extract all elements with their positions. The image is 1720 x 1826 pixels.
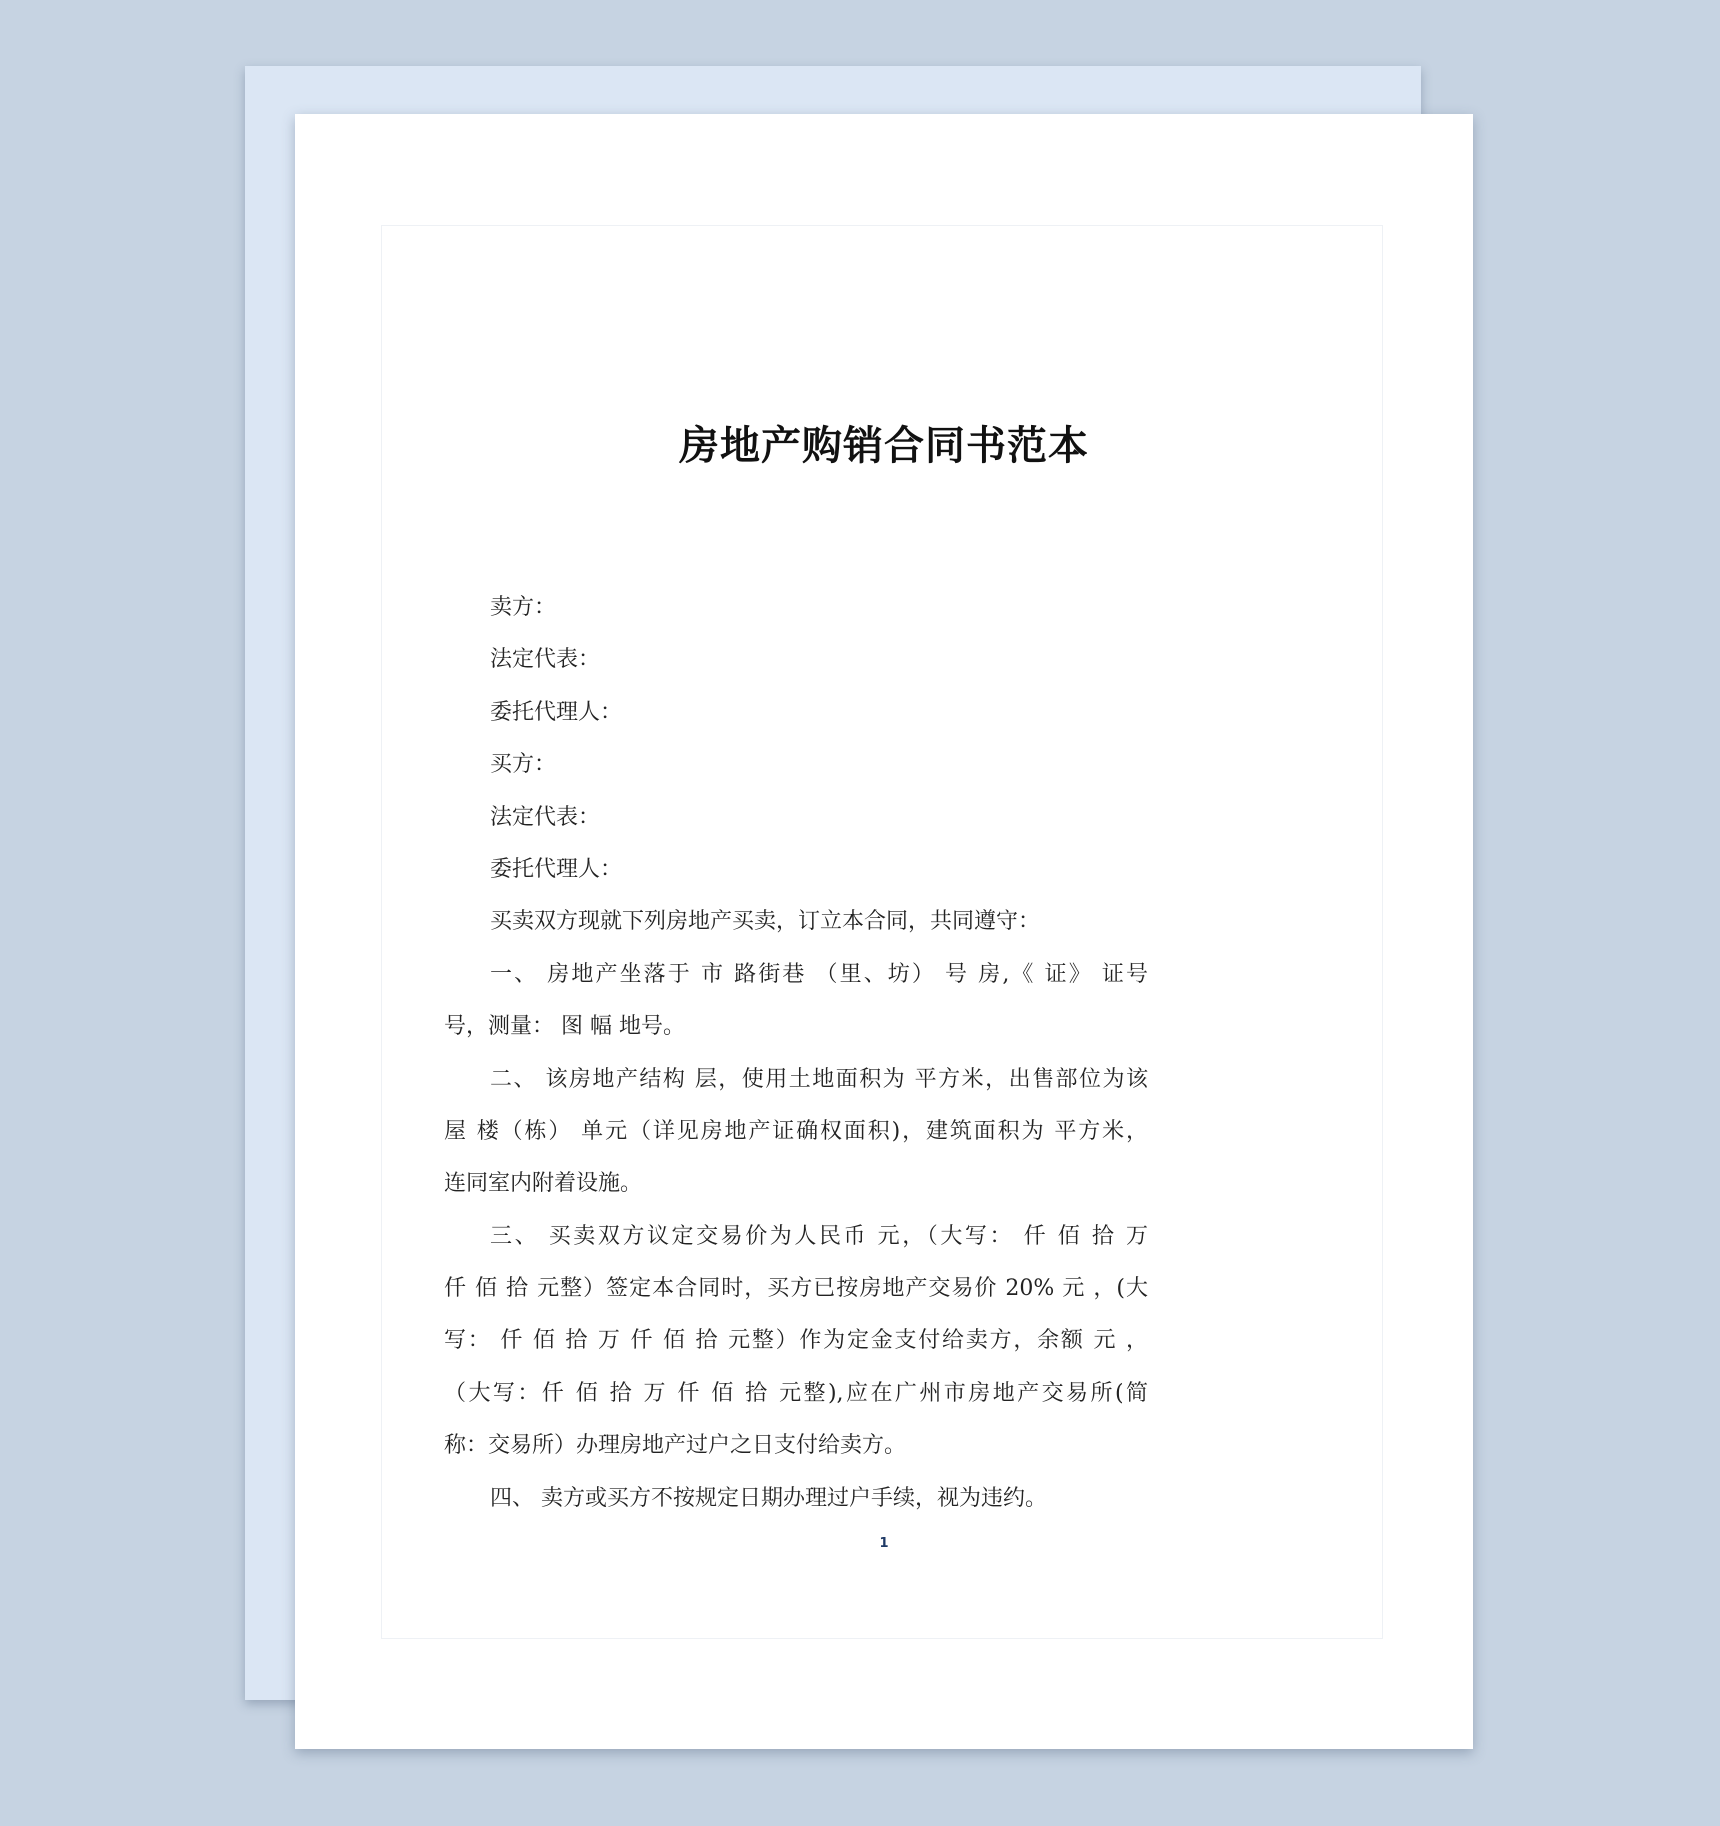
clause-4: [444, 1473, 1148, 1525]
clause-line: （大写：仟 佰 拾 万 仟 佰 拾 元整),应在广州市房地产交易所(简: [444, 1380, 1148, 1406]
clause-line: 连同室内附着设施。: [444, 1171, 643, 1197]
clause-line: 称：交易所）办理房地产过户之日支付给卖方。: [444, 1433, 907, 1459]
document-page: [295, 114, 1473, 1749]
clause-line: 屋 楼（栋） 单元（详见房地产证确权面积)，建筑面积为 平方米，: [444, 1118, 1148, 1144]
clause-1: [444, 949, 1148, 1054]
clause-line: 三、 买卖双方议定交易价为人民币 元，（大写： 仟 佰 拾 万: [490, 1223, 1148, 1249]
clause-line: 写： 仟 佰 拾 万 仟 佰 拾 元整）作为定金支付给卖方，余额 元 ，: [444, 1328, 1148, 1354]
party-buyer: 买方：: [490, 752, 557, 778]
party-buyer-agent: 委托代理人：: [490, 856, 623, 882]
clause-3: [444, 1211, 1148, 1473]
clause-line: 一、 房地产坐落于 市 路街巷 （里、坊） 号 房,《 证》 证号: [490, 961, 1148, 987]
clause-2: [444, 1054, 1148, 1211]
clause-line: 仟 佰 拾 元整）签定本合同时，买方已按房地产交易价 20% 元 ，(大: [444, 1276, 1148, 1302]
clause-line: 二、 该房地产结构 层，使用土地面积为 平方米，出售部位为该: [490, 1066, 1148, 1092]
intro-paragraph: 买卖双方现就下列房地产买卖，订立本合同，共同遵守：: [490, 909, 1041, 935]
party-seller: 卖方：: [490, 595, 557, 620]
party-seller-rep: 法定代表：: [490, 647, 601, 673]
party-buyer-rep: 法定代表：: [490, 804, 601, 830]
clause-line: 四、 卖方或买方不按规定日期办理过户手续，视为违约。: [490, 1485, 1047, 1511]
page-number: 1: [879, 1536, 889, 1551]
clause-line: 号，测量： 图 幅 地号。: [444, 1014, 685, 1040]
party-seller-agent: 委托代理人：: [490, 699, 623, 725]
document-body: [444, 582, 1148, 1525]
document-title: 房地产购销合同书范本: [679, 423, 1089, 469]
